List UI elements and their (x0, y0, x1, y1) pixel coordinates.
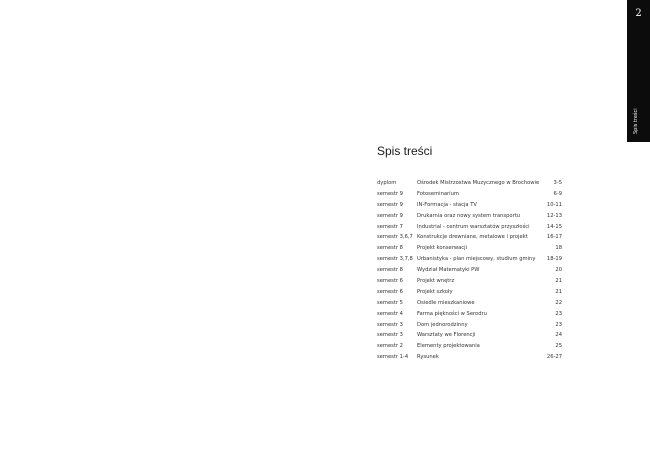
toc-row (377, 287, 562, 298)
toc-entry-title: Konstrukcje drewniane, metalowe i projekt (417, 234, 528, 241)
toc-entry-title: Dom jednorodzinny (417, 321, 468, 328)
toc-row (377, 243, 562, 254)
toc-semester: semestr 9 (377, 201, 403, 208)
toc-pages: 16-17 (546, 234, 562, 241)
toc-pages: 26-27 (546, 354, 562, 361)
toc-row (377, 330, 562, 341)
toc-pages: 22 (555, 299, 562, 306)
toc-entry-title: Projekt konserwacji (417, 245, 468, 252)
side-tab (627, 0, 650, 142)
toc-semester: semestr 3 (377, 332, 403, 339)
toc-semester: semestr 6 (377, 288, 403, 295)
toc-entry-title: Wydział Matematyki PW (417, 267, 480, 274)
toc-entry-title: Fotoseminarium (417, 190, 459, 197)
toc-row (377, 276, 562, 287)
toc-entry-title: Rysunek (417, 354, 439, 361)
toc-semester: semestr 3,7,8 (377, 256, 413, 263)
toc-pages: 20 (555, 267, 562, 274)
toc-row (377, 211, 562, 222)
section-label: Spis treści (633, 108, 639, 134)
toc-row (377, 254, 562, 265)
toc-entry-title: Osiedle mieszkaniowe (417, 299, 475, 306)
toc-row (377, 232, 562, 243)
toc-semester: semestr 8 (377, 245, 403, 252)
toc-pages: 10-11 (546, 201, 562, 208)
toc-pages: 6-9 (553, 190, 562, 197)
toc-pages: 18 (555, 245, 562, 252)
toc-pages: 25 (555, 343, 562, 350)
toc-pages: 23 (555, 310, 562, 317)
toc-list (377, 178, 562, 363)
toc-entry-title: Projekt szkoły (417, 288, 453, 295)
toc-pages: 23 (555, 321, 562, 328)
toc-row (377, 189, 562, 200)
toc-semester: semestr 6 (377, 278, 403, 285)
toc-entry-title: Ośrodek Mistrzostwa Muzycznego w Brochowie (417, 180, 540, 186)
toc-pages: 3-5 (553, 180, 562, 186)
toc-pages: 18-19 (546, 256, 562, 263)
toc-semester: semestr 3 (377, 321, 403, 328)
toc-semester: semestr 9 (377, 212, 403, 219)
toc-row (377, 178, 562, 189)
toc-semester: semestr 1-4 (377, 354, 409, 361)
toc-pages: 14-15 (546, 223, 562, 230)
toc-pages: 24 (555, 332, 562, 339)
toc-entry-title: Farma piękności w Serodru (417, 310, 487, 317)
toc-row (377, 309, 562, 320)
toc-row (377, 200, 562, 211)
toc-semester: semestr 7 (377, 223, 403, 230)
toc-entry-title: IN-Formacja - stacja TV (417, 201, 477, 208)
toc-semester: semestr 3,6,7 (377, 234, 413, 241)
toc-row (377, 298, 562, 309)
toc-entry-title: Industrial - centrum warsztatów przyszłości (417, 223, 530, 230)
toc-semester: semestr 5 (377, 299, 403, 306)
toc-row (377, 352, 562, 363)
toc-row (377, 320, 562, 331)
toc-semester: semestr 4 (377, 310, 403, 317)
toc-row (377, 341, 562, 352)
toc-row (377, 265, 562, 276)
toc-row (377, 222, 562, 233)
toc-title: Spis treści (377, 144, 433, 158)
toc-entry-title: Urbanistyka - plan miejscowy, studium gminy (417, 256, 536, 263)
toc-pages: 21 (555, 288, 562, 295)
toc-entry-title: Warsztaty we Florencji (417, 332, 476, 339)
toc-semester: dyplom (377, 180, 397, 186)
toc-entry-title: Projekt wnętrz (417, 278, 455, 285)
toc-semester: semestr 8 (377, 267, 403, 274)
toc-entry-title: Elementy projektowania (417, 343, 480, 350)
toc-pages: 21 (555, 278, 562, 285)
toc-entry-title: Drukarnia oraz nowy system transportu (417, 212, 521, 219)
toc-semester: semestr 2 (377, 343, 403, 350)
toc-pages: 12-13 (546, 212, 562, 219)
toc-semester: semestr 9 (377, 190, 403, 197)
page-number: 2 (635, 8, 642, 19)
